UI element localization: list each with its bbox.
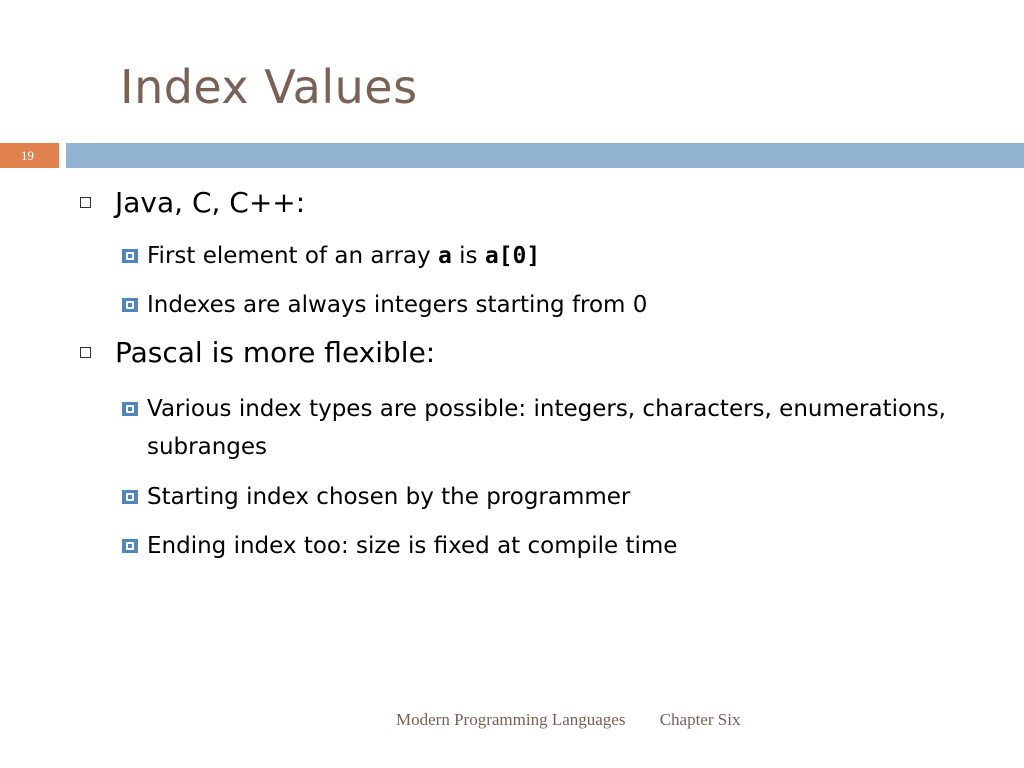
bullet-text: Indexes are always integers starting from 0: [147, 292, 648, 318]
bullet-text: Various index types are possible: integers, characters, enumerations, subranges: [147, 396, 946, 460]
sub-bullet-first-element: [122, 237, 962, 275]
square-bullet-icon: [122, 490, 138, 504]
square-outline-bullet-icon: [80, 347, 91, 358]
bullet-text: Starting index chosen by the programmer: [147, 484, 631, 510]
slide-footer: [396, 710, 770, 730]
sub-bullet-starting-index: [122, 478, 962, 516]
sub-bullet-ending-index: [122, 527, 962, 565]
square-outline-bullet-icon: [80, 197, 91, 208]
slide-number-box: [0, 143, 59, 168]
sub-bullet-indexes-integers: [122, 286, 962, 324]
bullet-pascal: [80, 336, 435, 369]
slide-title: Index Values: [120, 60, 418, 114]
bullet-text: Ending index too: size is fixed at compile time: [147, 533, 678, 559]
square-bullet-icon: [122, 539, 138, 553]
bullet-text: Java, C, C++:: [115, 186, 306, 219]
bullet-text: Pascal is more flexible:: [115, 336, 436, 369]
slide-number: 19: [21, 148, 34, 163]
square-bullet-icon: [122, 249, 138, 263]
sub-bullet-index-types: [122, 390, 962, 466]
footer-book-title: Modern Programming Languages: [396, 710, 626, 729]
bullet-text: First element of an array a is a[0]: [147, 243, 541, 269]
square-bullet-icon: [122, 402, 138, 416]
header-band: [66, 143, 1024, 168]
bullet-java-c: [80, 186, 305, 219]
footer-chapter: Chapter Six: [659, 710, 741, 729]
square-bullet-icon: [122, 298, 138, 312]
